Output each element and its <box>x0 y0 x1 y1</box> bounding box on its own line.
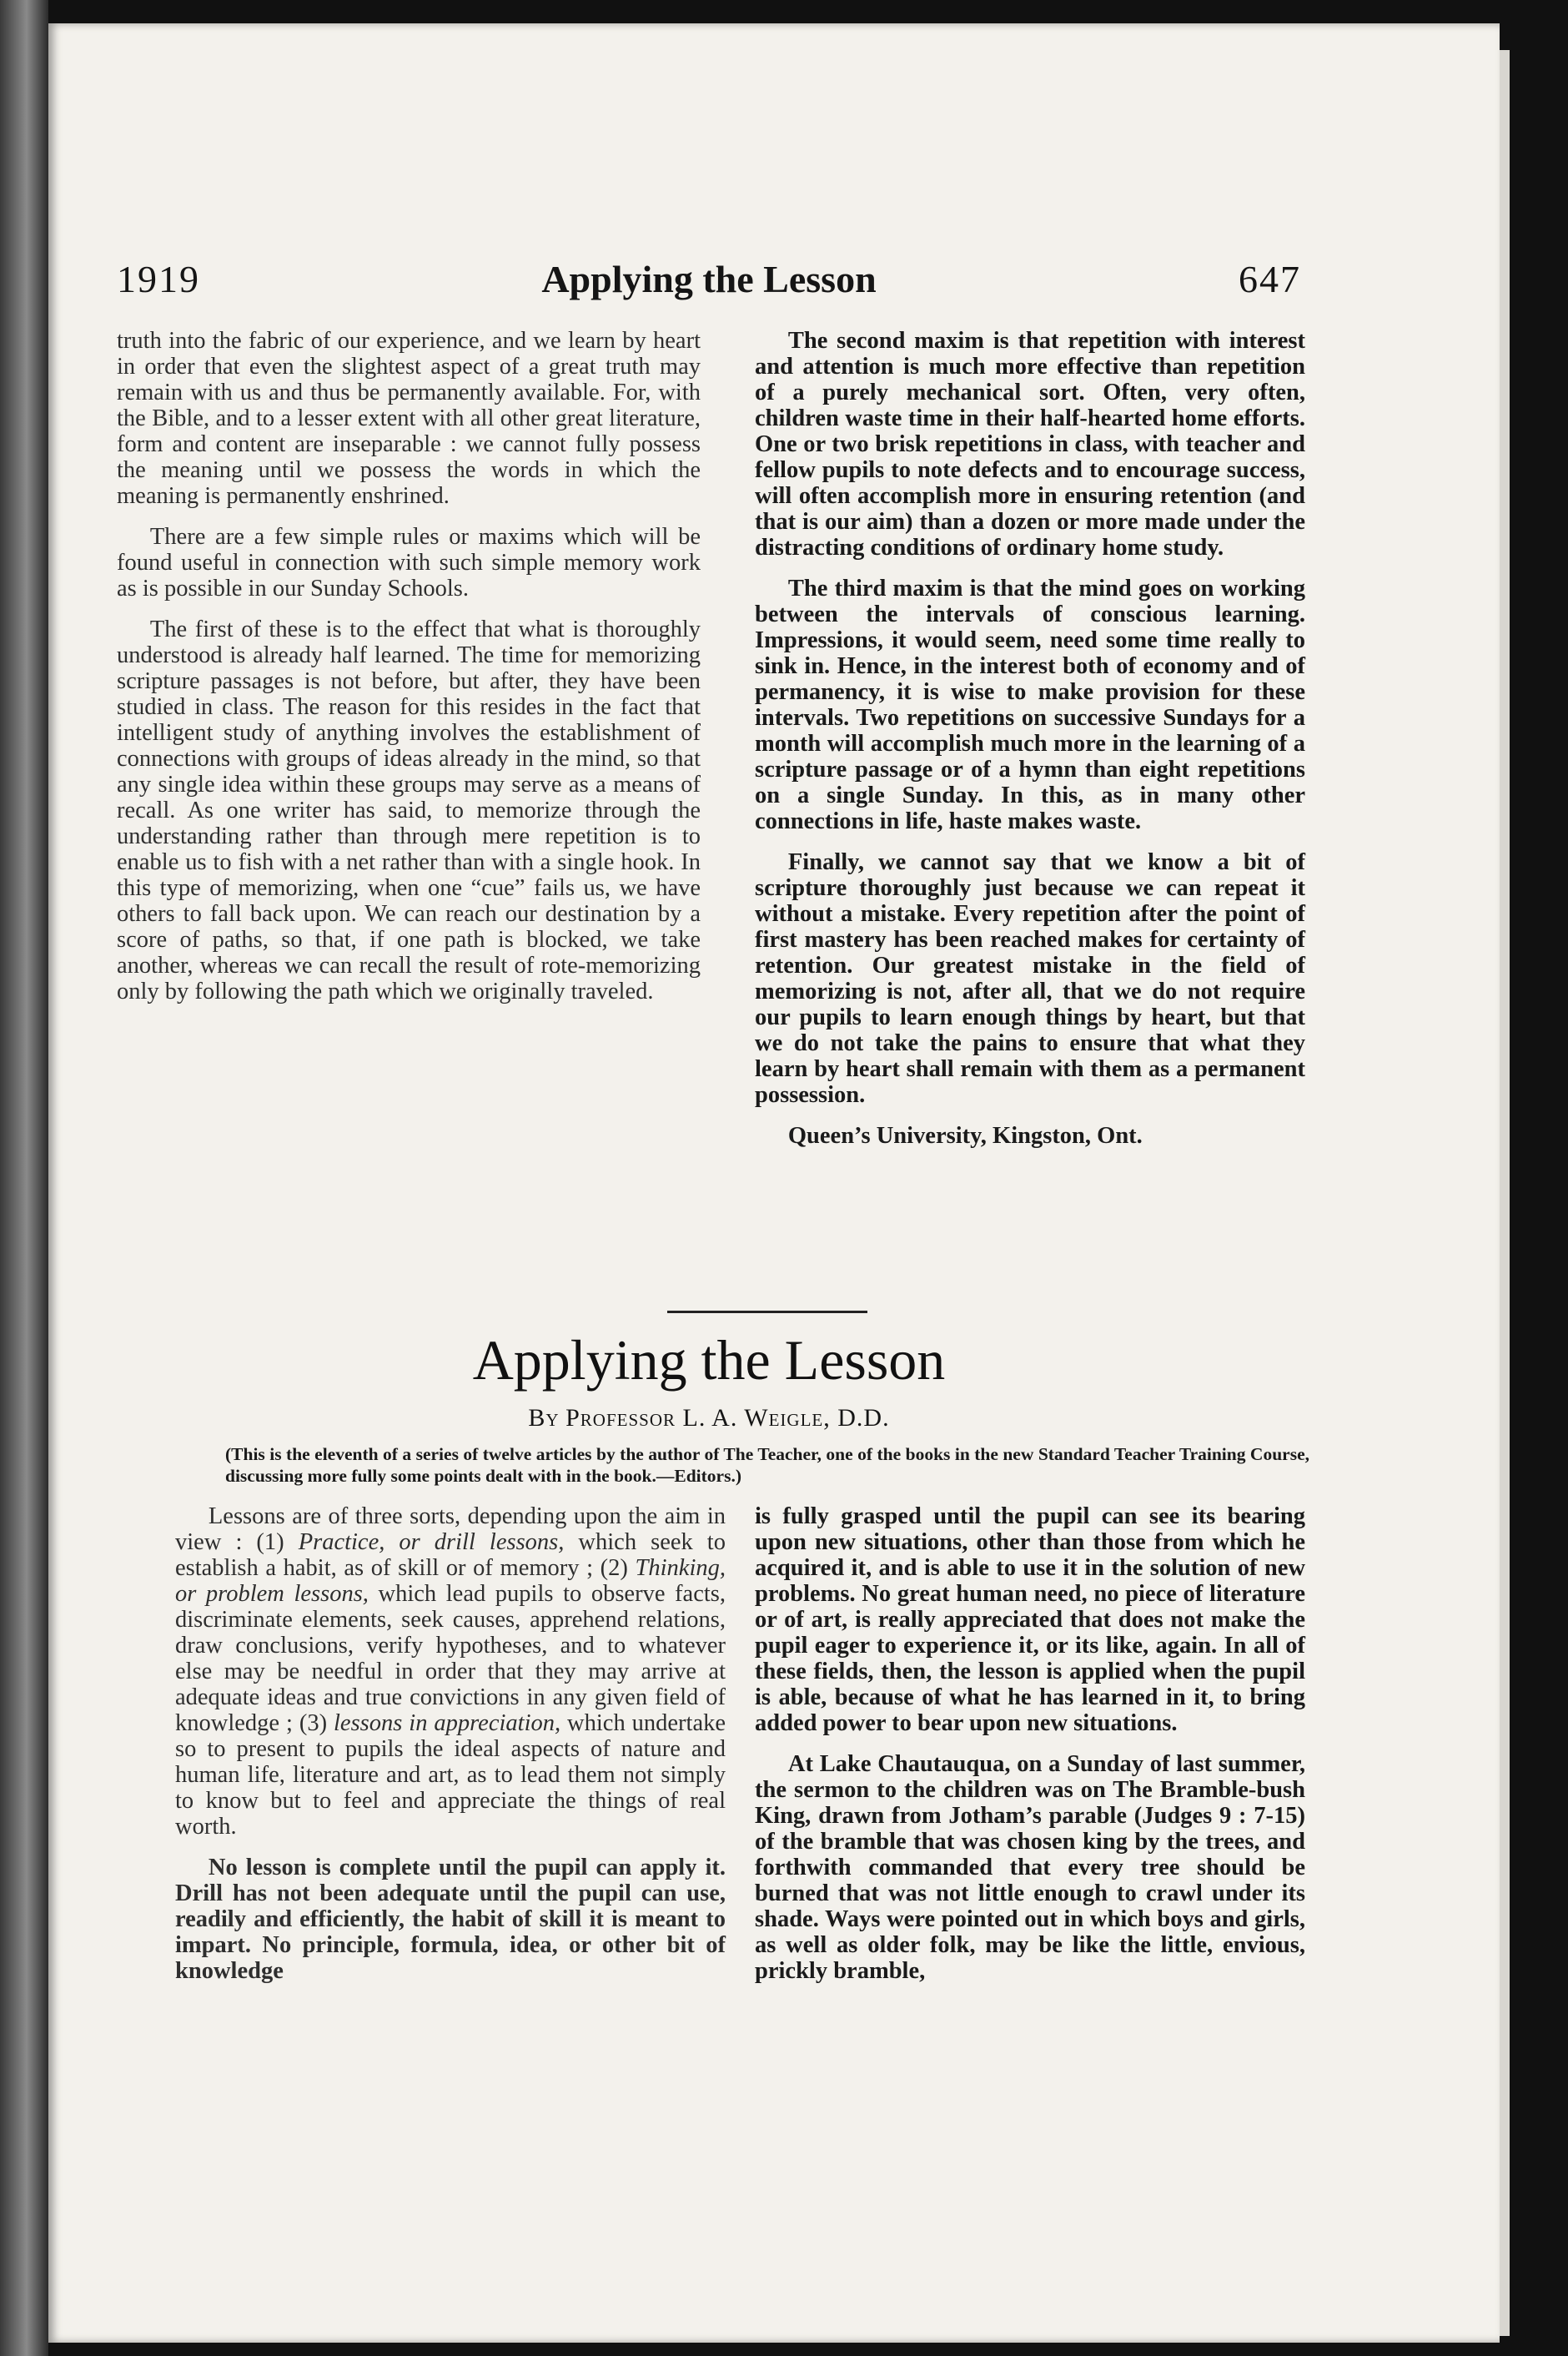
paragraph: The second maxim is that repetition with interest and attention is much more effective than repetition of a purely mechanical sort. Often, very often, children waste time in their half-hearted home efforts. One or two brisk repetitions in class, with teacher and fellow pupils to note defects and to encourage success, will often accomplish more in ensuring retention (and that is our aim) than a dozen or more made under the distracting conditions of ordinary home study. <box>755 328 1305 561</box>
paragraph: At Lake Chautauqua, on a Sunday of last summer, the sermon to the children was on The Bramble-bush King, drawn from Jotham’s parable (Judges 9 : 7-15) of the bramble that was chosen king by the trees, and forthwith commanded that every tree should be burned that was not little enough to crawl under its shade. Ways were pointed out in which boys and girls, as well as older folk, may be like the little, envious, prickly bramble, <box>755 1751 1305 1984</box>
page-edge <box>1500 50 1510 2336</box>
term-drill-lessons: Practice, or drill lessons, <box>298 1529 565 1555</box>
running-header <box>117 254 1301 313</box>
paragraph: There are a few simple rules or maxims which will be found useful in connection with such simple memory work as is possible in our Sunday Schools. <box>117 524 701 602</box>
article-signature: Queen’s University, Kingston, Ont. <box>787 1123 1143 1149</box>
byline-author: Professor L. A. Weigle, D.D. <box>565 1404 890 1432</box>
previous-article-left-column <box>117 328 701 1019</box>
article-left-column <box>175 1503 726 1999</box>
running-header-title: Applying the Lesson <box>541 258 877 300</box>
book-binding-edge <box>0 0 48 2356</box>
paragraph: truth into the fabric of our experience, and we learn by heart in order that even the slightest aspect of a great truth may remain with us and thus be permanently available. For, with the Bible, and to a lesser extent with all other great literature, form and content are inseparable : we cannot fully possess the meaning until we possess the words in which the meaning is permanently enshrined. <box>117 328 701 509</box>
running-header-year: 1919 <box>117 258 200 300</box>
paragraph: The first of these is to the effect that what is thoroughly understood is already half learned. The time for memorizing scripture passages is not before, but after, they have been studied in class. The reason for this resides in the fact that intelligent study of anything involves the establishment of connections with groups of ideas already in the mind, so that any single idea within these groups may serve as a means of recall. As one writer has said, to memorize through the understanding rather than through mere repetition is to enable us to fish with a net rather than with a single hook. In this type of memorizing, when one “cue” fails us, we have others to fall back upon. We can reach our destination by a score of paths, so that, if one path is blocked, we take another, whereas we can recall the result of rote-memorizing only by following the path which we originally traveled. <box>117 617 701 1004</box>
paragraph: Finally, we cannot say that we know a bit of scripture thoroughly just because we can repeat it without a mistake. Every repetition after the point of first mastery has been reached makes for certainty of retention. Our greatest mistake in the field of memorizing is not, after all, that we do not require our pupils to learn enough things by heart, but that we do not take the pains to ensure that what they learn by heart shall remain with them as a permanent possession. <box>755 849 1305 1108</box>
paragraph: The third maxim is that the mind goes on working between the intervals of conscious learning. Impressions, it would seem, need some time really to sink in. Hence, in the interest both of economy and of permanency, it is wise to make provision for these intervals. Two repetitions on successive Sundays for a month will accomplish much more in the learning of a scripture passage or of a hymn than eight repetitions on a single Sunday. In this, as in many other connections in life, haste makes waste. <box>755 576 1305 834</box>
page-number: 647 <box>1239 258 1301 300</box>
article-title: Applying the Lesson <box>472 1328 946 1392</box>
paragraph: is fully grasped until the pupil can see its bearing upon new situations, other than those from which he acquired it, and is able to use it in the solution of new problems. No great human need, no piece of literature or of art, is really appreciated that does not make the pupil eager to experience it, or its like, again. In all of these fields, then, the lesson is applied when the pupil is able, because of what he has learned in it, to bring added power to bear upon new situations. <box>755 1503 1305 1736</box>
editor-note: (This is the eleventh of a series of twelve articles by the author of The Teacher, one of the books in the new Standard Teacher Training Course, discussing more fully some points dealt with in the book.—Editors.) <box>225 1444 1309 1486</box>
article-divider <box>667 1311 867 1313</box>
byline-prefix: By <box>528 1404 560 1432</box>
term-problem-lessons: Thinking, or problem lessons, <box>175 1555 726 1607</box>
article-byline <box>117 1402 1301 1435</box>
paragraph: Lessons are of three sorts, depending upon the aim in view : (1) Practice, or drill lessons, which seek to establish a habit, as of skill or of memory ; (2) Thinking, or problem lessons, which lead pupils to observe facts, discriminate elements, seek causes, apprehend relations, draw conclusions, verify hypotheses, and to whatever else may be needful in order that they may arrive at adequate ideas and true convictions in any given field of knowledge ; (3) lessons in appreciation, which undertake so to present to pupils the ideal aspects of nature and human life, literature and art, as to lead them not simply to know but to feel and appreciate the things of real worth. <box>175 1503 726 1840</box>
previous-article-right-column <box>755 328 1305 1164</box>
article-right-column <box>755 1503 1305 1999</box>
term-appreciation-lessons: lessons in appreciation, <box>334 1710 561 1736</box>
paragraph: No lesson is complete until the pupil can apply it. Drill has not been adequate until the pupil can use, readily and efficiently, the habit of skill it is meant to impart. No principle, formula, idea, or other bit of knowledge <box>175 1855 726 1984</box>
